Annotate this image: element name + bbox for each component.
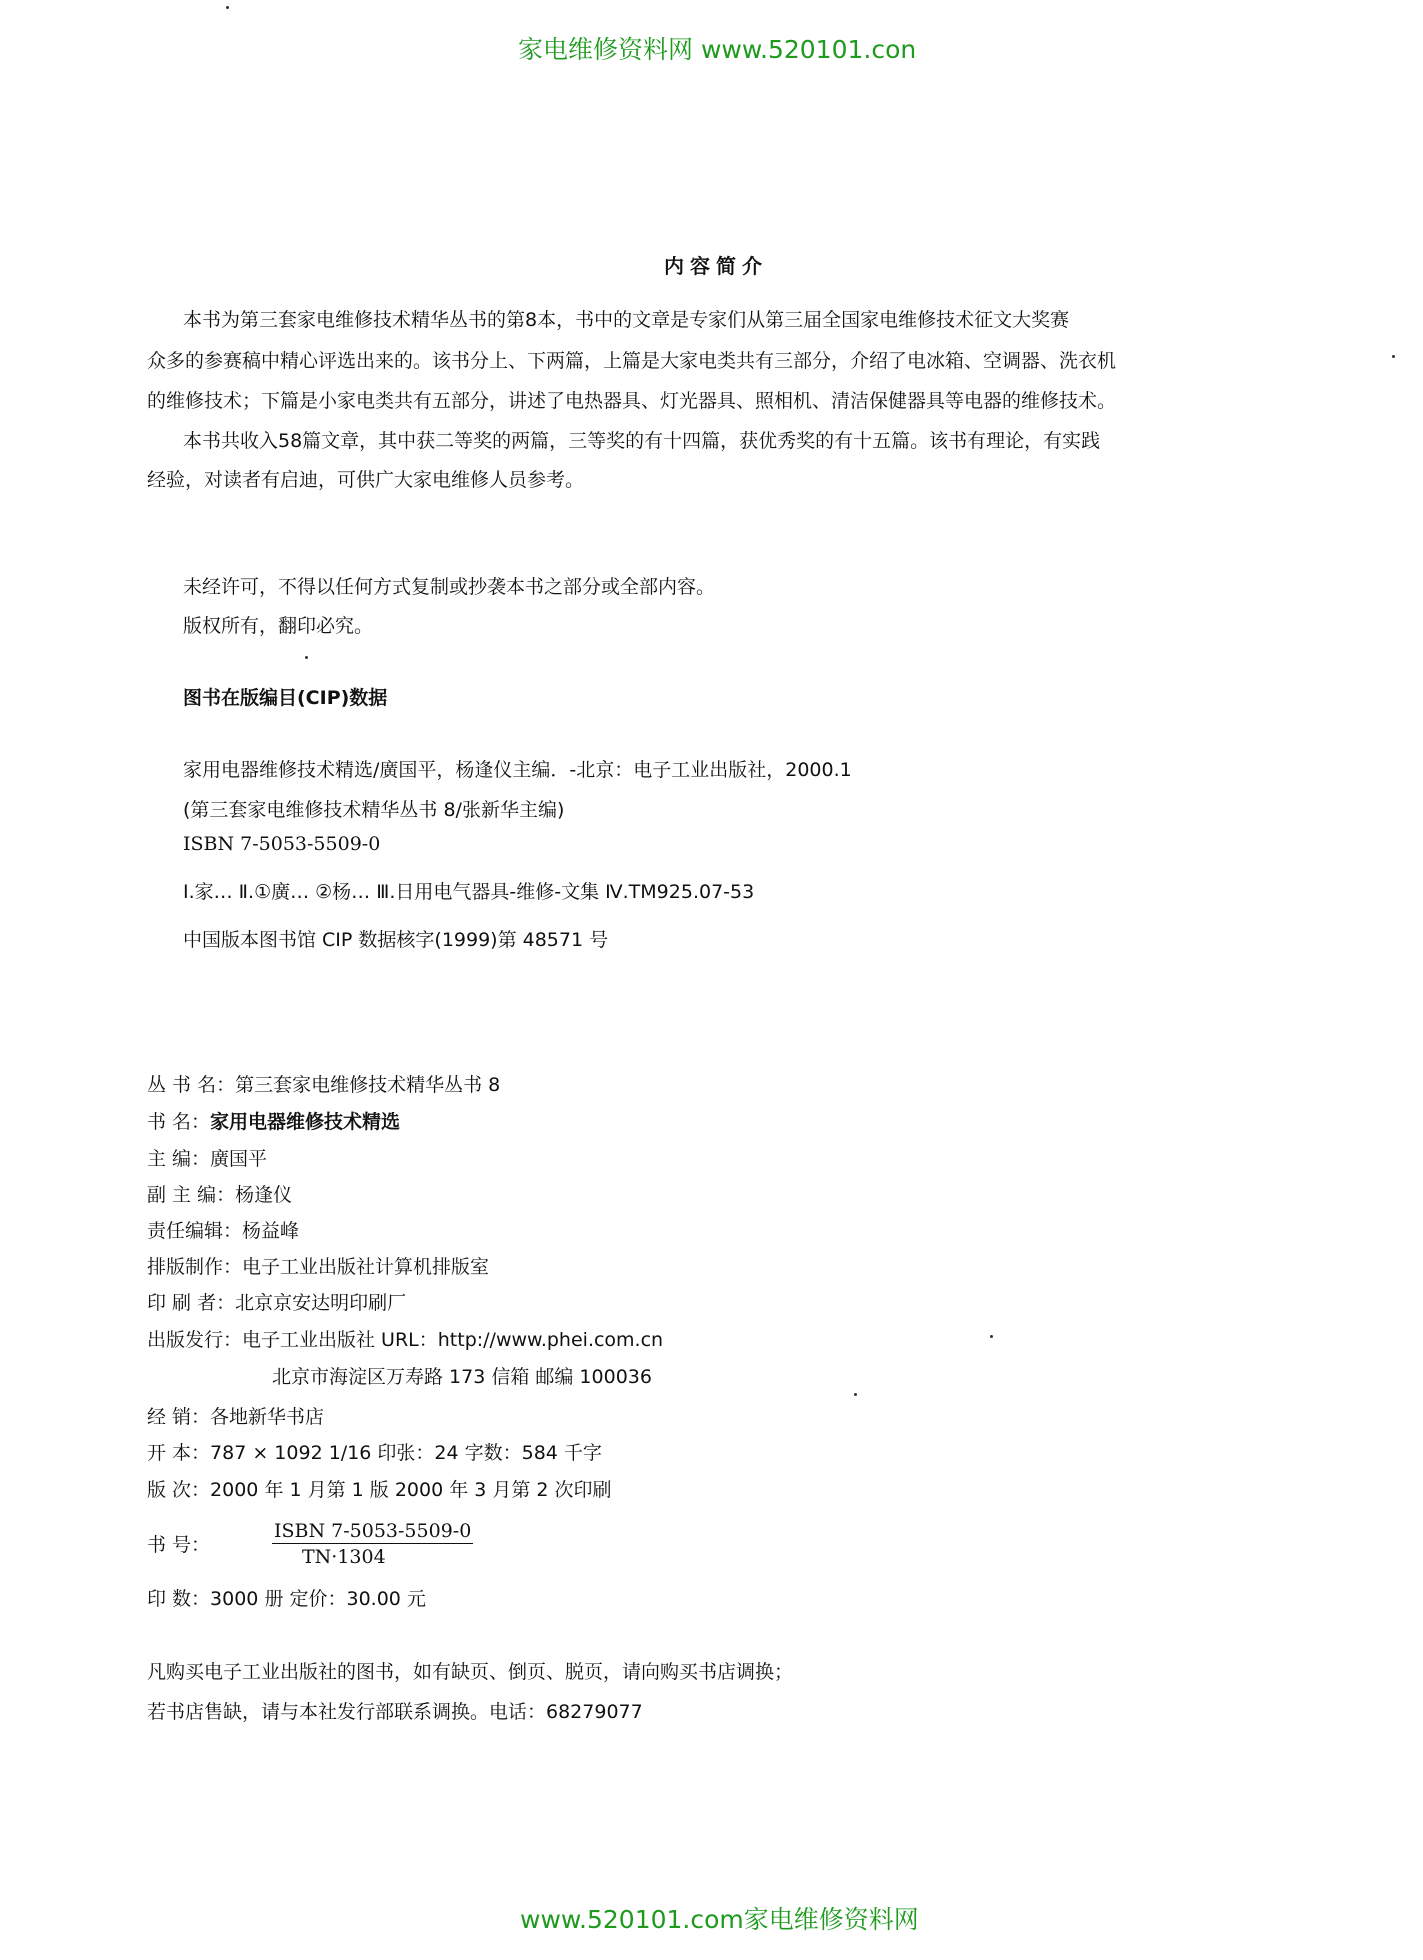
intro-p1-line1: 本书为第三套家电维修技术精华丛书的第8本，书中的文章是专家们从第三届全国家电维修技术征文大奖赛 xyxy=(183,309,1070,331)
isbn-class: TN·1304 xyxy=(302,1546,386,1568)
typeset-label: 排版制作： xyxy=(147,1256,243,1278)
notice-line2: 若书店售缺，请与本社发行部联系调换。电话：68279077 xyxy=(147,1701,643,1723)
scan-speck xyxy=(990,1335,993,1338)
copies-value: 3000 册 定价：30.00 元 xyxy=(210,1588,426,1610)
intro-p2-line1: 本书共收入58篇文章，其中获二等奖的两篇，三等奖的有十四篇，获优秀奖的有十五篇。该书有理论，有实践 xyxy=(183,430,1101,452)
colophon-title xyxy=(147,1107,400,1134)
copyright-line2: 版权所有，翻印必究。 xyxy=(183,615,374,637)
format-value: 787 × 1092 1/16 印张：24 字数：584 千字 xyxy=(210,1442,602,1464)
colophon-printer xyxy=(147,1288,406,1315)
title-label: 书 名： xyxy=(147,1111,211,1133)
intro-p1-line3: 的维修技术；下篇是小家电类共有五部分，讲述了电热器具、灯光器具、照相机、清洁保健器具等电器的维修技术。 xyxy=(147,390,1117,412)
publisher-label: 出版发行： xyxy=(147,1329,243,1351)
colophon-copies xyxy=(147,1584,426,1611)
intro-p2-line2: 经验，对读者有启迪，可供广大家电维修人员参考。 xyxy=(147,469,585,491)
printer-label: 印 刷 者： xyxy=(147,1292,236,1314)
deputy-label: 副 主 编： xyxy=(147,1184,236,1206)
deputy-value: 杨逢仪 xyxy=(235,1184,293,1206)
cip-classification: Ⅰ.家… Ⅱ.①廣… ②杨… Ⅲ.日用电气器具-维修-文集 Ⅳ.TM925.07-53 xyxy=(183,881,755,903)
scan-speck xyxy=(1392,355,1395,358)
editor-value: 廣国平 xyxy=(210,1148,268,1170)
resp-label: 责任编辑： xyxy=(147,1220,243,1242)
colophon-typesetting xyxy=(147,1252,489,1279)
cip-isbn: ISBN 7-5053-5509-0 xyxy=(183,833,381,855)
colophon-edition xyxy=(147,1475,612,1502)
colophon-deputy-editor xyxy=(147,1180,292,1207)
colophon-distributor xyxy=(147,1402,324,1429)
colophon-responsible-editor xyxy=(147,1216,299,1243)
intro-p1-line2: 众多的参赛稿中精心评选出来的。该书分上、下两篇，上篇是大家电类共有三部分，介绍了电冰箱、空调器、洗衣机 xyxy=(147,350,1117,372)
title-value: 家用电器维修技术精选 xyxy=(210,1111,401,1133)
copies-label: 印 数： xyxy=(147,1588,211,1610)
colophon-series xyxy=(147,1070,500,1097)
format-label: 开 本： xyxy=(147,1442,211,1464)
dist-label: 经 销： xyxy=(147,1406,211,1428)
colophon-editor xyxy=(147,1144,267,1171)
series-value: 第三套家电维修技术精华丛书 8 xyxy=(235,1074,501,1096)
printer-value: 北京京安达明印刷厂 xyxy=(235,1292,407,1314)
scan-speck xyxy=(226,6,229,9)
watermark-top: 家电维修资料网 www.520101.con xyxy=(518,35,917,64)
typeset-value: 电子工业出版社计算机排版室 xyxy=(242,1256,490,1278)
colophon-format xyxy=(147,1438,602,1465)
watermark-bottom: www.520101.com家电维修资料网 xyxy=(520,1905,919,1934)
cip-line1: 家用电器维修技术精选/廣国平，杨逢仪主编．-北京：电子工业出版社，2000.1 xyxy=(183,759,852,781)
series-label: 丛 书 名： xyxy=(147,1074,236,1096)
cip-heading: 图书在版编目(CIP)数据 xyxy=(183,687,388,709)
resp-value: 杨益峰 xyxy=(242,1220,300,1242)
copyright-line1: 未经许可，不得以任何方式复制或抄袭本书之部分或全部内容。 xyxy=(183,576,716,598)
dist-value: 各地新华书店 xyxy=(210,1406,325,1428)
intro-heading: 内容简介 xyxy=(664,254,768,278)
editor-label: 主 编： xyxy=(147,1148,211,1170)
cip-line2: (第三套家电维修技术精华丛书 8/张新华主编) xyxy=(183,799,565,821)
cip-record-number: 中国版本图书馆 CIP 数据核字(1999)第 48571 号 xyxy=(183,929,609,951)
publisher-value: 电子工业出版社 URL：http://www.phei.com.cn xyxy=(242,1329,664,1351)
notice-line1: 凡购买电子工业出版社的图书，如有缺页、倒页、脱页，请向购买书店调换； xyxy=(147,1661,794,1683)
isbn-number: ISBN 7-5053-5509-0 xyxy=(274,1520,472,1542)
edition-label: 版 次： xyxy=(147,1479,211,1501)
edition-value: 2000 年 1 月第 1 版 2000 年 3 月第 2 次印刷 xyxy=(210,1479,612,1501)
scan-speck xyxy=(305,656,308,659)
scan-speck xyxy=(854,1393,857,1396)
colophon-publisher xyxy=(147,1325,663,1352)
colophon-isbn xyxy=(272,1520,473,1568)
colophon-address: 北京市海淀区万寿路 173 信箱 邮编 100036 xyxy=(272,1366,652,1388)
isbn-label: 书 号： xyxy=(147,1534,211,1556)
